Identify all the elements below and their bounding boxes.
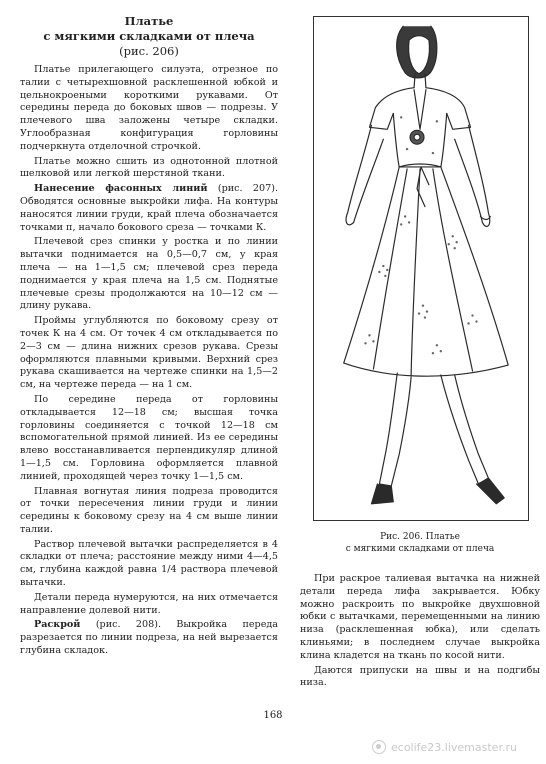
paragraph	[20, 64, 278, 154]
body-text	[20, 64, 278, 658]
paragraph-text: Раствор плечевой вытачки распределяется в 4 складки от плеча; расстояние между ними 4—4,5 см, глубина каждой равна 1/4 раствора плечевой вытачки.	[20, 538, 278, 589]
paragraph	[20, 156, 278, 182]
paragraph	[20, 236, 278, 313]
paragraph: При раскрое талиевая вытачка на нижней детали переда лифа закрывается. Юбку можно раскроить по выкройке двухшовной юбки с вытачками, перемещенными на линию низа (расклешенная юбка), или сделать клиньями; в последнем случае выкройка клина кладется на ткань по косой нити.	[300, 573, 540, 661]
paragraph-text: Платье можно сшить из однотонной плотной шелковой или легкой шерстяной ткани.	[20, 155, 278, 180]
left-column	[20, 14, 278, 660]
figure-reference: (рис. 206)	[119, 44, 179, 58]
paragraph	[20, 183, 278, 234]
paragraph-text: Проймы углубляются по боковому срезу от точек К на 4 см. От точек 4 см откладывается по 2—3 см — длина нижних срезов рукава. Срезы оформляются плавными кривыми. Верхний срез рукава скашивается на чертеже спинки на 1,5—2 см, на чертеже переда — на 1 см.	[20, 315, 278, 391]
paragraph-lead: Раскрой	[34, 619, 81, 631]
watermark	[372, 737, 540, 757]
section-title: Платье	[124, 14, 174, 28]
watermark-text: ecolife23.livemaster.ru	[391, 740, 517, 754]
paragraph-text: (рис. 207). Обводятся основные выкройки лифа. На контуры наносятся линии груди, край плеча обозначается точками п, начало бокового среза — точками К.	[20, 183, 278, 233]
paragraph-text: Плечевой срез спинки у ростка и по линии вытачки поднимается на 0,5—0,7 см, у края плеча — на 1—1,5 см; плечевой срез переда поднимается у края плеча на 1,5 см. Поднятые плечевые срезы продолжаются на 10—12 см — длину рукава.	[20, 236, 278, 312]
paragraph	[20, 592, 278, 618]
paragraph-text: Детали переда нумеруются, на них отмечается направление долевой нити.	[20, 591, 278, 616]
paragraph-text: Платье прилегающего силуэта, отрезное по талии с четырехшовной расклешенной юбкой и цельнокроеными короткими рукавами. От середины переда до боковых швов — подрезы. У плечевого шва заложены четыре складки. Углообразная конфигурация горловины подчеркнута отделочной строчкой.	[20, 64, 278, 152]
paragraph	[20, 394, 278, 484]
paragraph-lead: Нанесение фасонных линий	[34, 183, 208, 195]
paragraph-text: (рис. 208). Выкройка переда разрезается по линии подреза, на ней вырезается глубина складок.	[20, 619, 278, 657]
paragraph	[20, 315, 278, 392]
camera-lens-icon	[372, 740, 386, 754]
section-subtitle	[20, 29, 278, 59]
figure-caption-line1: Рис. 206. Платье	[380, 532, 460, 542]
paragraph	[20, 539, 278, 590]
paragraph	[20, 619, 278, 657]
paragraph: Даются припуски на швы и на подгибы низа.	[300, 664, 540, 689]
dress-illustration	[313, 16, 529, 521]
right-column	[300, 573, 540, 692]
section-subtitle-text: с мягкими складками от плеча	[43, 29, 255, 43]
paragraph-text: По середине переда от горловины откладывается 12—18 см; высшая точка горловины соединяется с точкой 12—18 см вспомогательной прямой линией. Из ее середины влево восстанавливается перпендикуляр длиной 1—1,5 см. Горловина оформляется плавной линией, проходящей через точку 1—1,5 см.	[20, 393, 278, 482]
dress-drawing	[314, 17, 528, 520]
figure-caption	[300, 531, 540, 555]
paragraph-text: Плавная вогнутая линия подреза проводится от точки пересечения линии груди и линии середины к боковому срезу на 4 см выше линии талии.	[20, 485, 278, 535]
figure-caption-line2: с мягкими складками от плеча	[345, 544, 495, 554]
page-number: 168	[263, 710, 283, 721]
paragraph	[20, 486, 278, 537]
